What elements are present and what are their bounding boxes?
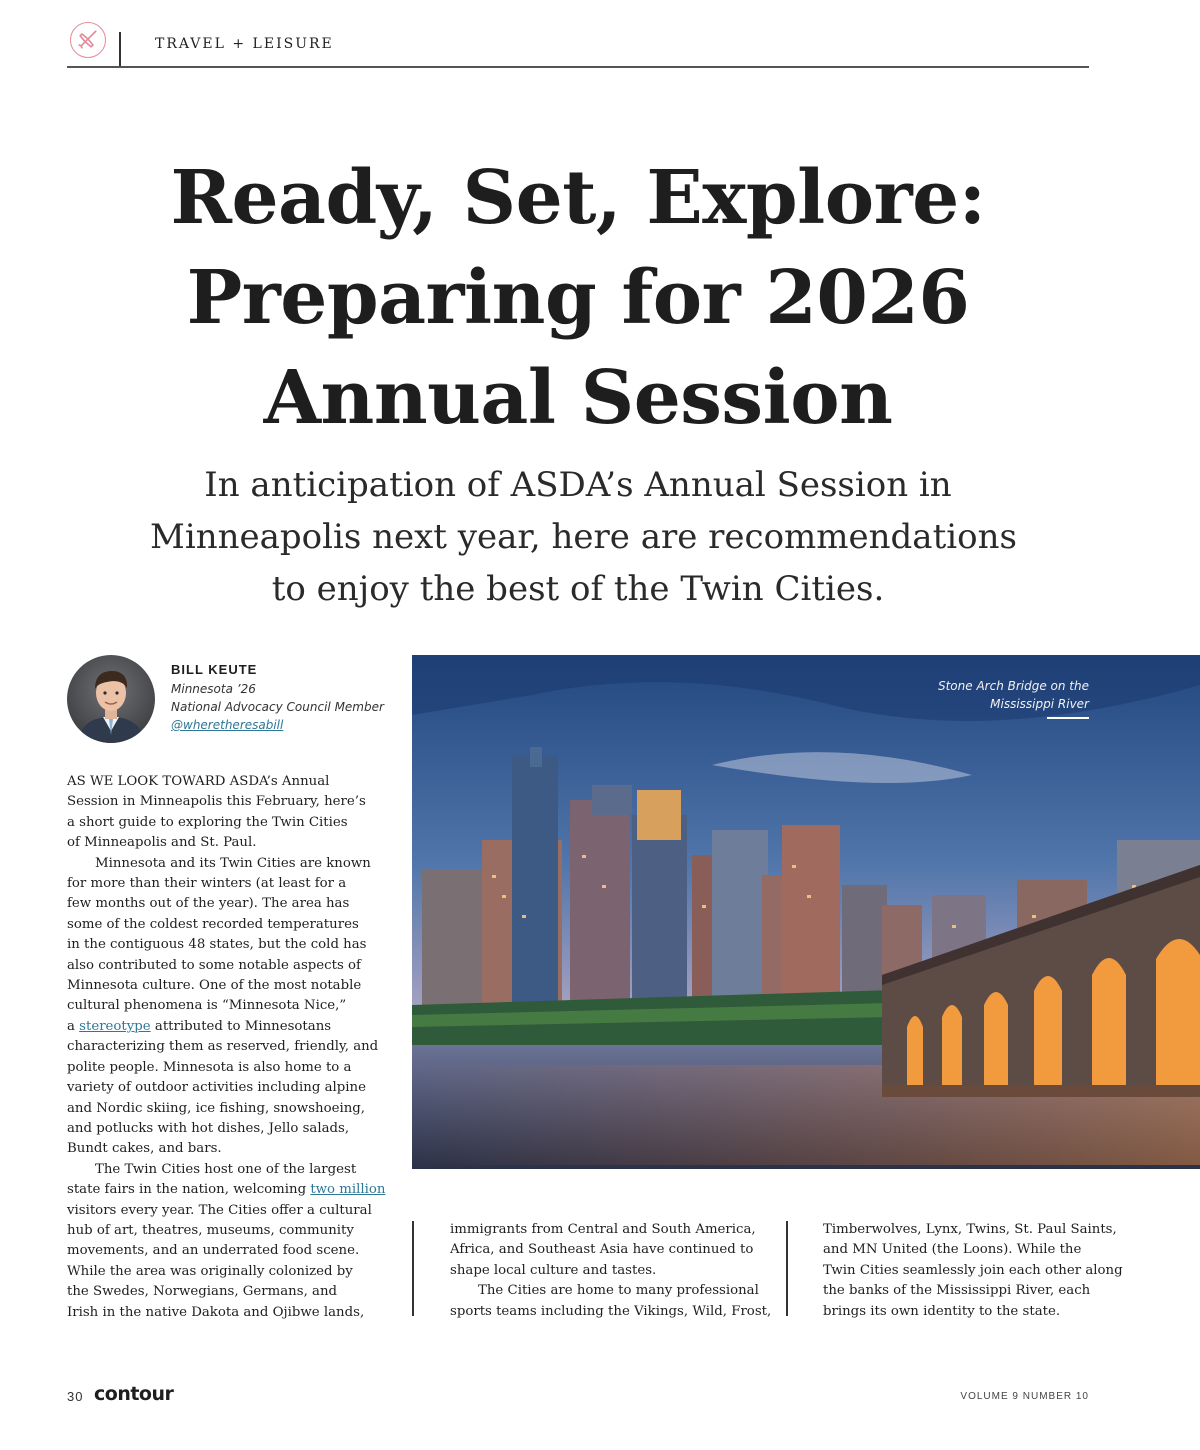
- body-line: in the contiguous 48 states, but the cold has: [67, 937, 367, 953]
- title-line: Preparing for 2026: [186, 255, 970, 341]
- column-divider: [412, 1221, 414, 1316]
- author-school: Minnesota ’26: [171, 682, 256, 696]
- title-line: Annual Session: [263, 355, 893, 441]
- body-line: Minnesota culture. One of the most notable: [67, 978, 362, 994]
- body-line: Minnesota and its Twin Cities are known: [95, 855, 371, 871]
- author-role: National Advocacy Council Member: [171, 700, 384, 714]
- title-line: Ready, Set, Explore:: [170, 155, 986, 241]
- photo-caption: [938, 677, 1089, 713]
- body-line: of Minneapolis and St. Paul.: [67, 835, 257, 851]
- article-deck: [150, 459, 1017, 615]
- body-column-1: [67, 772, 387, 1323]
- body-line: visitors every year. The Cities offer a cultural: [67, 1202, 372, 1218]
- article-title: [100, 148, 1056, 448]
- body-line: variety of outdoor activities including alpine: [67, 1080, 366, 1096]
- body-line: shape local culture and tastes.: [450, 1262, 657, 1278]
- body-line: immigrants from Central and South America,: [450, 1222, 756, 1237]
- body-line: sports teams including the Vikings, Wild, Frost,: [450, 1303, 772, 1319]
- body-line: brings its own identity to the state.: [823, 1303, 1061, 1319]
- section-label: TRAVEL + LEISURE: [155, 36, 334, 52]
- body-column-2: [450, 1220, 770, 1322]
- stereotype-link[interactable]: stereotype: [79, 1018, 151, 1034]
- body-line: The Twin Cities host one of the largest: [95, 1161, 357, 1177]
- body-line: While the area was originally colonized by: [67, 1263, 353, 1279]
- brand-logo: contour: [94, 1383, 174, 1405]
- caption-line: Mississippi River: [990, 697, 1089, 711]
- body-line: [67, 1180, 387, 1200]
- body-line: some of the coldest recorded temperatures: [67, 916, 359, 932]
- deck-line: to enjoy the best of the Twin Cities.: [271, 569, 885, 609]
- body-line: Irish in the native Dakota and Ojibwe lands,: [67, 1304, 365, 1320]
- skyline-photo: [412, 655, 1200, 1169]
- body-line: the Swedes, Norwegians, Germans, and: [67, 1284, 338, 1300]
- body-line: AS WE LOOK TOWARD ASDA’s Annual: [67, 774, 330, 789]
- body-line: a short guide to exploring the Twin Cities: [67, 814, 348, 830]
- caption-line: Stone Arch Bridge on the: [937, 679, 1089, 693]
- caption-rule: [1047, 717, 1089, 719]
- body-line: and Nordic skiing, ice fishing, snowshoeing,: [67, 1100, 366, 1116]
- body-line: characterizing them as reserved, friendly, and: [67, 1039, 379, 1055]
- body-line: Twin Cities seamlessly join each other along: [823, 1262, 1123, 1278]
- author-avatar: [67, 655, 155, 743]
- deck-line: In anticipation of ASDA’s Annual Session in: [204, 465, 952, 505]
- body-column-3: [823, 1220, 1143, 1322]
- column-divider: [786, 1221, 788, 1316]
- body-line: for more than their winters (at least for a: [67, 876, 347, 892]
- body-line: Timberwolves, Lynx, Twins, St. Paul Saints,: [823, 1222, 1117, 1237]
- body-line: cultural phenomena is “Minnesota Nice,”: [67, 998, 347, 1014]
- author-handle-link[interactable]: @wheretheresabill: [171, 718, 284, 732]
- body-line: The Cities are home to many professional: [478, 1283, 759, 1299]
- body-line: movements, and an underrated food scene.: [67, 1243, 360, 1259]
- body-line: and MN United (the Loons). While the: [823, 1242, 1082, 1258]
- body-text: state fairs in the nation, welcoming: [67, 1182, 311, 1198]
- two-million-link[interactable]: two million: [310, 1182, 386, 1198]
- body-line: also contributed to some notable aspects of: [67, 957, 361, 973]
- body-line: and potlucks with hot dishes, Jello salads,: [67, 1120, 350, 1136]
- author-name: BILL KEUTE: [171, 662, 258, 677]
- body-line: the banks of the Mississippi River, each: [823, 1283, 1091, 1299]
- body-line: polite people. Minnesota is also home to a: [67, 1059, 352, 1075]
- body-line: Africa, and Southeast Asia have continued to: [450, 1242, 754, 1258]
- body-line: few months out of the year). The area has: [67, 896, 350, 912]
- deck-line: Minneapolis next year, here are recommendations: [150, 517, 1017, 557]
- airplane-icon: [70, 22, 106, 58]
- header-rule: [67, 66, 1089, 68]
- body-text: a: [67, 1018, 80, 1034]
- body-text: attributed to Minnesotans: [150, 1018, 332, 1034]
- body-line: [67, 1017, 387, 1037]
- body-line: Session in Minneapolis this February, here’s: [67, 794, 366, 810]
- body-line: hub of art, theatres, museums, community: [67, 1222, 354, 1238]
- body-line: Bundt cakes, and bars.: [67, 1141, 222, 1157]
- volume-label: VOLUME 9 NUMBER 10: [960, 1391, 1089, 1402]
- page-number: 30: [67, 1389, 84, 1404]
- header-divider: [119, 32, 121, 68]
